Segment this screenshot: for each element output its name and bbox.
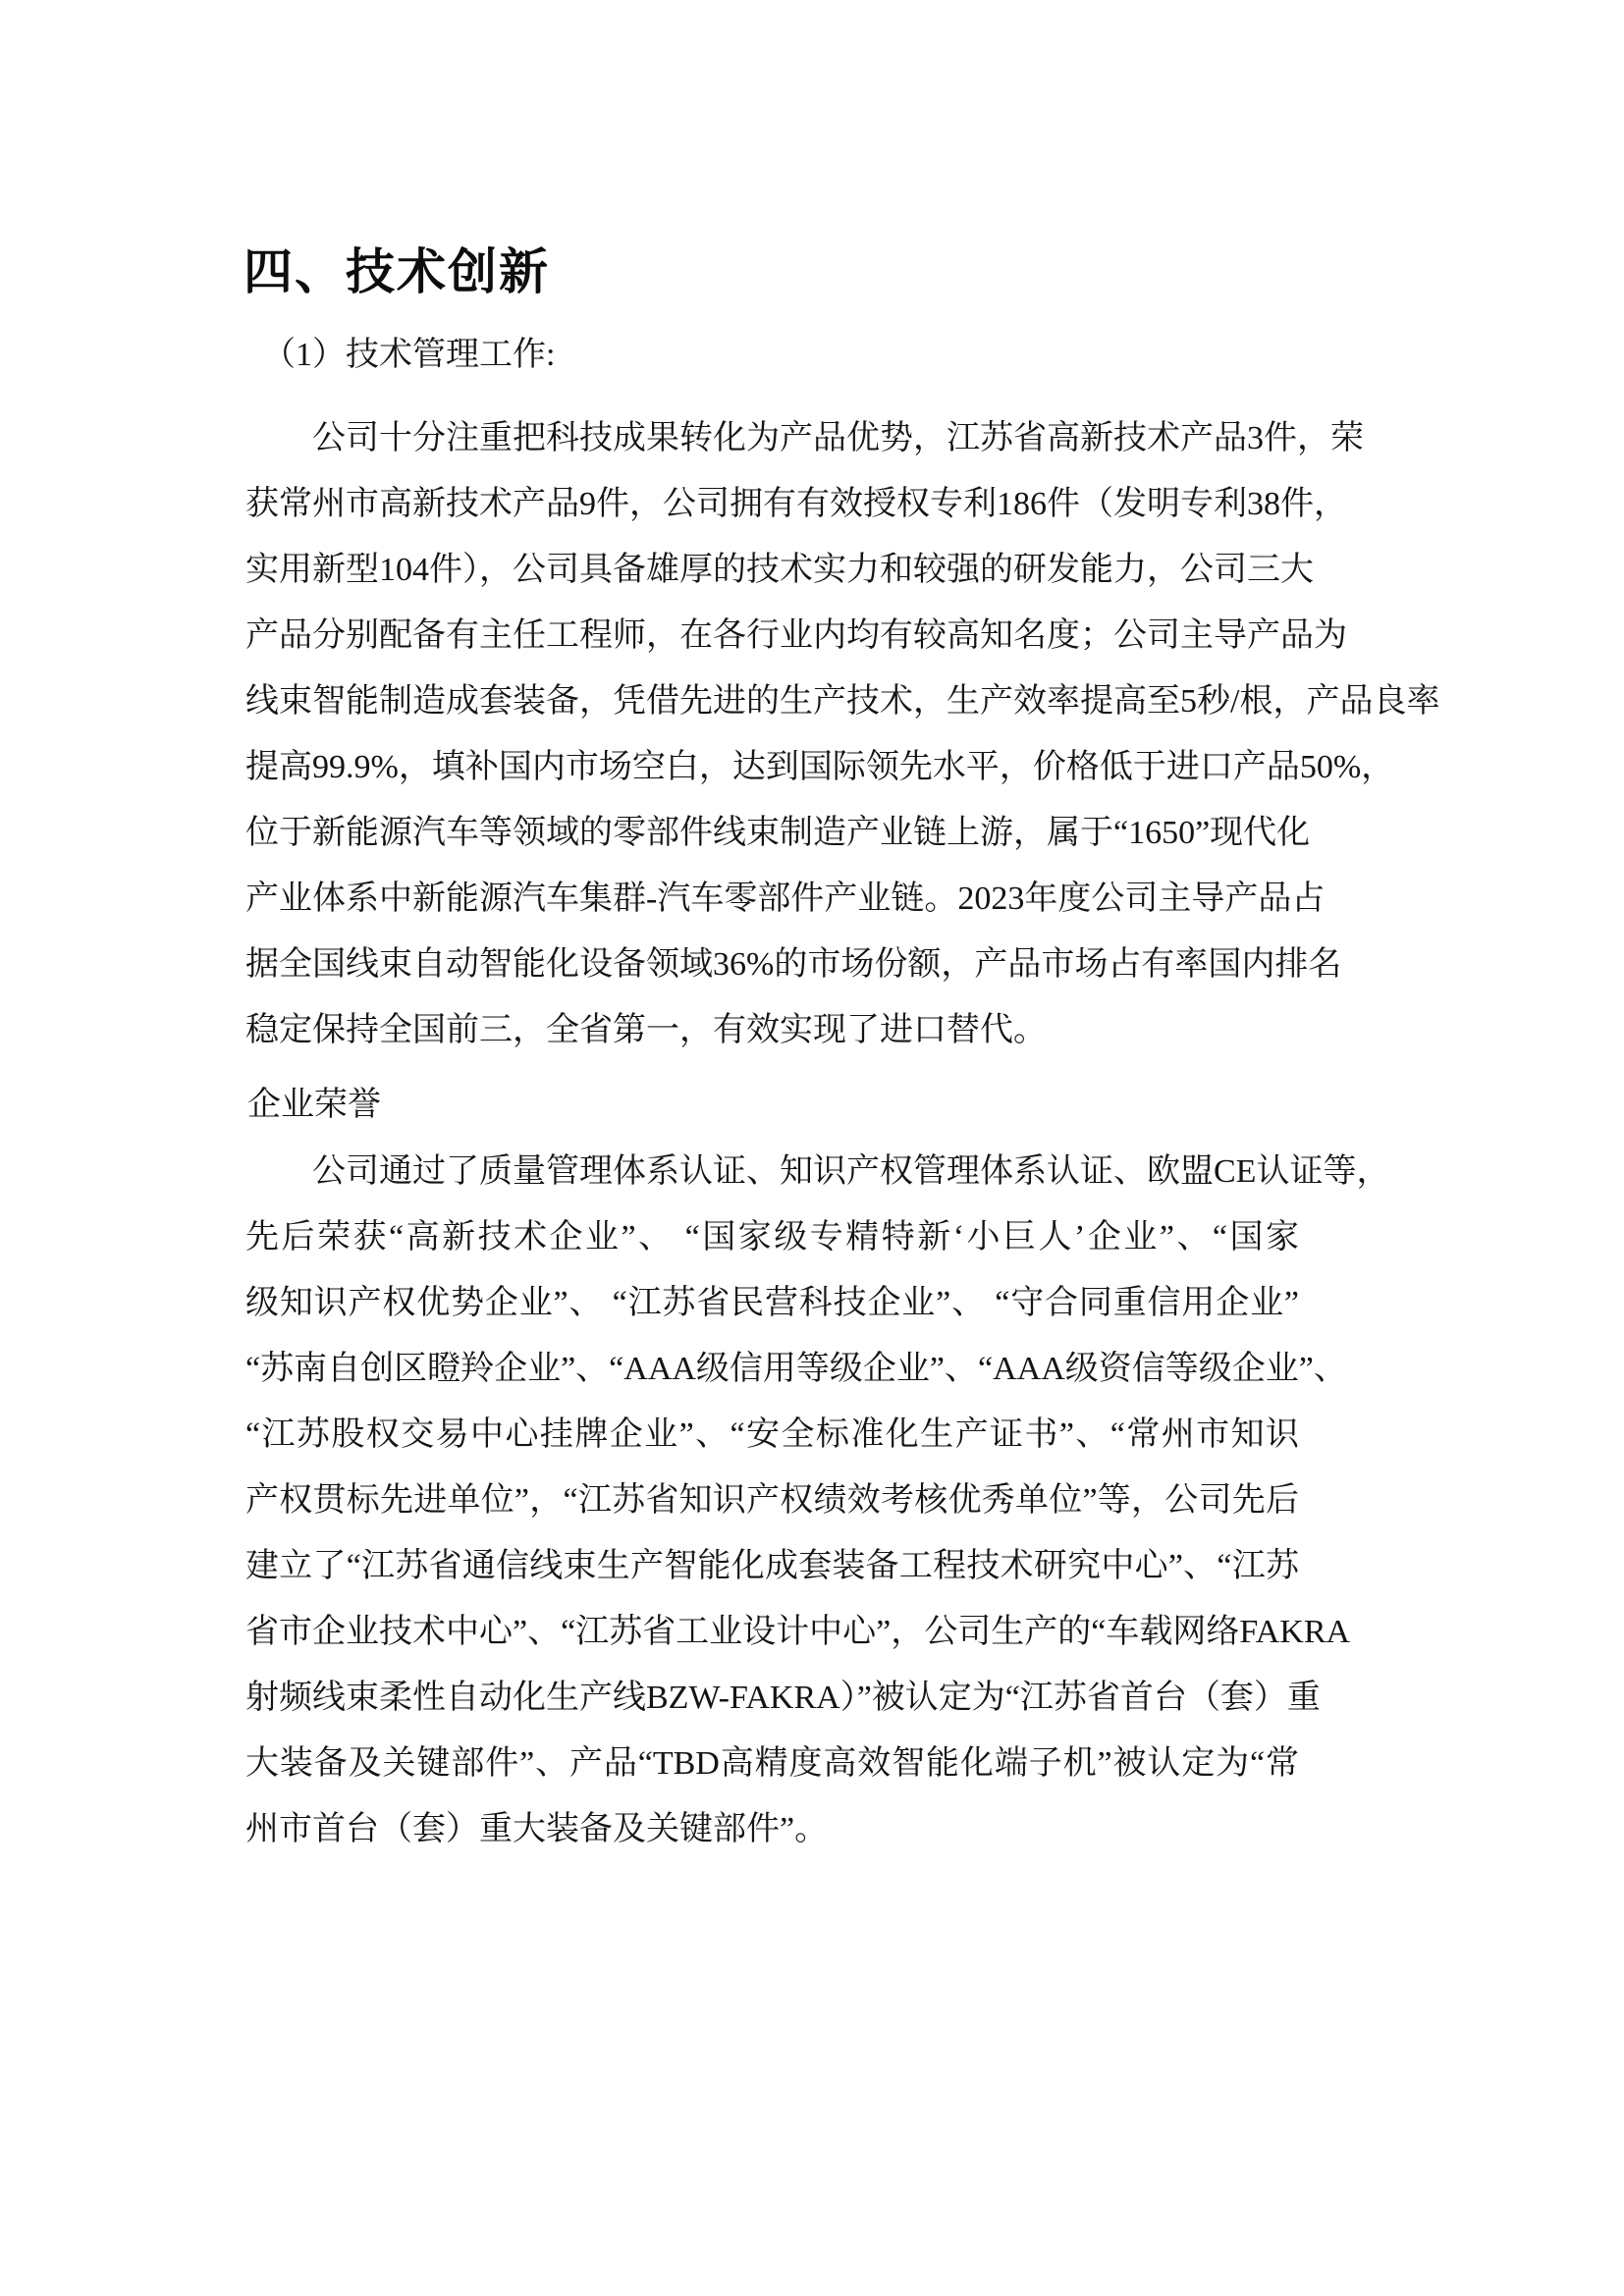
paragraph-tech-management: [245, 405, 1440, 1063]
paragraph-line: 产权贯标先进单位”，“江苏省知识产权绩效考核优秀单位”等，公司先后: [245, 1482, 1299, 1519]
section-heading-honors: 企业荣誉: [247, 1087, 381, 1123]
paragraph-line: 公司十分注重把科技成果转化为产品优势，江苏省高新技术产品3件，荣: [312, 420, 1364, 456]
paragraph-line: 产品分别配备有主任工程师，在各行业内均有较高知名度；公司主导产品为: [245, 617, 1347, 654]
paragraph-line: 级知识产权优势企业”、 “江苏省民营科技企业”、 “守合同重信用企业”: [245, 1285, 1299, 1321]
paragraph-line: 产业体系中新能源汽车集群-汽车零部件产业链。2023年度公司主导产品占: [245, 881, 1326, 917]
document-title: 四、技术创新: [244, 243, 550, 299]
paragraph-line: 据全国线束自动智能化设备领域36%的市场份额，产品市场占有率国内排名: [245, 946, 1342, 983]
paragraph-line: 位于新能源汽车等领域的零部件线束制造产业链上游，属于“1650”现代化: [245, 815, 1311, 851]
paragraph-line: “苏南自创区瞪羚企业”、“AAA级信用等级企业”、“AAA级资信等级企业”、: [245, 1351, 1347, 1387]
paragraph-line: “江苏股权交易中心挂牌企业”、“安全标准化生产证书”、“常州市知识: [245, 1416, 1299, 1453]
paragraph-line: 稳定保持全国前三，全省第一，有效实现了进口替代。: [245, 1012, 1047, 1048]
paragraph-line: 大装备及关键部件”、产品“TBD高精度高效智能化端子机”被认定为“常: [245, 1745, 1299, 1782]
paragraph-line: 提高99.9%，填补国内市场空白，达到国际领先水平，价格低于进口产品50%，: [245, 749, 1395, 785]
paragraph-line: 线束智能制造成套装备，凭借先进的生产技术，生产效率提高至5秒/根，产品良率: [245, 683, 1440, 720]
paragraph-line: 州市首台（套）重大装备及关键部件”。: [245, 1811, 829, 1847]
paragraph-line: 先后荣获“高新技术企业”、 “国家级专精特新‘小巨人’企业”、“国家: [245, 1219, 1299, 1255]
paragraph-honors: [245, 1139, 1390, 1862]
paragraph-line: 射频线束柔性自动化生产线BZW-FAKRA）”被认定为“江苏省首台（套）重: [245, 1680, 1321, 1716]
paragraph-line: 获常州市高新技术产品9件，公司拥有有效授权专利186件（发明专利38件，: [245, 486, 1347, 522]
paragraph-line: 建立了“江苏省通信线束生产智能化成套装备工程技术研究中心”、“江苏: [245, 1548, 1299, 1584]
paragraph-line: 公司通过了质量管理体系认证、知识产权管理体系认证、欧盟CE认证等，: [312, 1153, 1390, 1190]
paragraph-line: 实用新型104件），公司具备雄厚的技术实力和较强的研发能力，公司三大: [245, 552, 1314, 588]
paragraph-line: 省市企业技术中心”、“江苏省工业设计中心”，公司生产的“车载网络FAKRA: [245, 1614, 1351, 1650]
section-heading-tech-management: （1）技术管理工作:: [262, 337, 556, 373]
